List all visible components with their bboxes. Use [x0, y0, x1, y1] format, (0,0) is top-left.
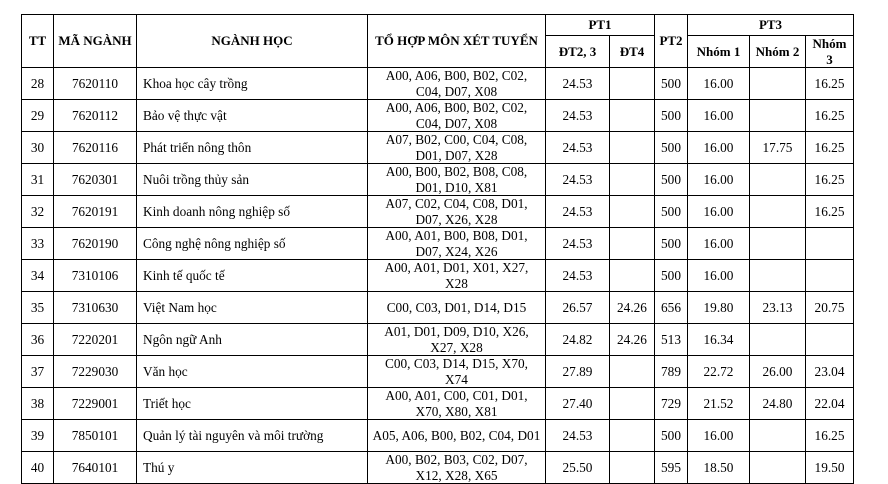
table-row [22, 196, 854, 228]
cell-pt3-nhom2 [750, 324, 806, 356]
cell-pt1-dt4 [610, 420, 655, 452]
cell-tt: 38 [22, 388, 54, 420]
table-row [22, 260, 854, 292]
cell-pt3-nhom1: 22.72 [688, 356, 750, 388]
cell-ma-nganh: 7850101 [54, 420, 137, 452]
cell-pt2: 729 [655, 388, 688, 420]
cell-pt3-nhom1: 16.00 [688, 68, 750, 100]
cell-ma-nganh: 7620112 [54, 100, 137, 132]
cell-pt3-nhom1: 16.00 [688, 228, 750, 260]
admission-table [21, 14, 854, 484]
cell-to-hop: C00, C03, D14, D15, X70, X74 [368, 356, 546, 388]
cell-pt3-nhom2 [750, 452, 806, 484]
cell-pt3-nhom1: 18.50 [688, 452, 750, 484]
header-nganh-hoc: NGÀNH HỌC [137, 15, 368, 68]
cell-to-hop: A00, A06, B00, B02, C02, C04, D07, X08 [368, 68, 546, 100]
cell-pt3-nhom3: 20.75 [806, 292, 854, 324]
cell-pt2: 500 [655, 260, 688, 292]
cell-nganh-hoc: Bảo vệ thực vật [137, 100, 368, 132]
cell-pt3-nhom2: 26.00 [750, 356, 806, 388]
cell-tt: 37 [22, 356, 54, 388]
cell-pt3-nhom3 [806, 228, 854, 260]
cell-to-hop: A00, A01, D01, X01, X27, X28 [368, 260, 546, 292]
cell-nganh-hoc: Thú y [137, 452, 368, 484]
cell-pt1-dt23: 24.53 [546, 196, 610, 228]
cell-nganh-hoc: Văn học [137, 356, 368, 388]
cell-pt3-nhom3: 19.50 [806, 452, 854, 484]
cell-pt1-dt4 [610, 100, 655, 132]
table-row [22, 132, 854, 164]
cell-pt3-nhom3: 22.04 [806, 388, 854, 420]
cell-pt3-nhom2 [750, 100, 806, 132]
cell-pt3-nhom1: 16.00 [688, 260, 750, 292]
cell-pt3-nhom2: 24.80 [750, 388, 806, 420]
cell-pt2: 500 [655, 420, 688, 452]
cell-pt3-nhom1: 19.80 [688, 292, 750, 324]
cell-pt2: 500 [655, 132, 688, 164]
cell-pt3-nhom2 [750, 68, 806, 100]
cell-pt3-nhom1: 16.00 [688, 100, 750, 132]
table-row [22, 388, 854, 420]
cell-nganh-hoc: Quản lý tài nguyên và môi trường [137, 420, 368, 452]
cell-pt1-dt4 [610, 196, 655, 228]
header-to-hop: TỔ HỢP MÔN XÉT TUYỂN [368, 15, 546, 68]
cell-to-hop: A00, A01, C00, C01, D01, X70, X80, X81 [368, 388, 546, 420]
cell-pt3-nhom3: 16.25 [806, 100, 854, 132]
cell-ma-nganh: 7229001 [54, 388, 137, 420]
cell-pt1-dt23: 27.89 [546, 356, 610, 388]
cell-ma-nganh: 7310630 [54, 292, 137, 324]
header-ma-nganh: MÃ NGÀNH [54, 15, 137, 68]
cell-nganh-hoc: Kinh doanh nông nghiệp số [137, 196, 368, 228]
cell-pt1-dt23: 24.53 [546, 100, 610, 132]
cell-pt3-nhom1: 16.00 [688, 196, 750, 228]
cell-pt3-nhom2 [750, 196, 806, 228]
header-pt3-nhom1: Nhóm 1 [688, 36, 750, 68]
cell-pt3-nhom3: 23.04 [806, 356, 854, 388]
header-pt1-dt4: ĐT4 [610, 36, 655, 68]
header-row-1 [22, 15, 854, 36]
header-pt2: PT2 [655, 15, 688, 68]
cell-to-hop: A00, B02, B03, C02, D07, X12, X28, X65 [368, 452, 546, 484]
cell-to-hop: A05, A06, B00, B02, C04, D01 [368, 420, 546, 452]
cell-tt: 30 [22, 132, 54, 164]
cell-pt3-nhom2 [750, 420, 806, 452]
table-row [22, 356, 854, 388]
cell-pt2: 789 [655, 356, 688, 388]
cell-pt2: 500 [655, 164, 688, 196]
cell-to-hop: A07, C02, C04, C08, D01, D07, X26, X28 [368, 196, 546, 228]
cell-ma-nganh: 7620191 [54, 196, 137, 228]
cell-pt1-dt4 [610, 452, 655, 484]
cell-to-hop: A00, B00, B02, B08, C08, D01, D10, X81 [368, 164, 546, 196]
cell-pt3-nhom1: 16.00 [688, 420, 750, 452]
cell-pt1-dt4 [610, 388, 655, 420]
header-pt3: PT3 [688, 15, 854, 36]
cell-pt1-dt23: 24.53 [546, 164, 610, 196]
cell-pt3-nhom2 [750, 228, 806, 260]
cell-pt1-dt23: 24.53 [546, 132, 610, 164]
cell-pt1-dt23: 24.53 [546, 68, 610, 100]
cell-pt1-dt4: 24.26 [610, 324, 655, 356]
cell-pt3-nhom2: 23.13 [750, 292, 806, 324]
table-row [22, 100, 854, 132]
header-pt1: PT1 [546, 15, 655, 36]
cell-nganh-hoc: Ngôn ngữ Anh [137, 324, 368, 356]
cell-to-hop: A00, A06, B00, B02, C02, C04, D07, X08 [368, 100, 546, 132]
cell-ma-nganh: 7310106 [54, 260, 137, 292]
cell-pt1-dt4 [610, 164, 655, 196]
cell-pt1-dt23: 25.50 [546, 452, 610, 484]
cell-pt1-dt23: 24.53 [546, 420, 610, 452]
header-pt3-nhom3: Nhóm 3 [806, 36, 854, 68]
cell-nganh-hoc: Việt Nam học [137, 292, 368, 324]
cell-nganh-hoc: Kinh tế quốc tế [137, 260, 368, 292]
cell-pt3-nhom3: 16.25 [806, 68, 854, 100]
cell-tt: 28 [22, 68, 54, 100]
cell-tt: 39 [22, 420, 54, 452]
cell-ma-nganh: 7620190 [54, 228, 137, 260]
cell-nganh-hoc: Khoa học cây trồng [137, 68, 368, 100]
table-row [22, 228, 854, 260]
cell-nganh-hoc: Nuôi trồng thủy sản [137, 164, 368, 196]
cell-pt1-dt4 [610, 228, 655, 260]
cell-pt3-nhom2: 17.75 [750, 132, 806, 164]
cell-tt: 34 [22, 260, 54, 292]
table-row [22, 324, 854, 356]
cell-pt2: 513 [655, 324, 688, 356]
cell-pt1-dt23: 24.82 [546, 324, 610, 356]
table-row [22, 164, 854, 196]
cell-pt3-nhom1: 16.00 [688, 132, 750, 164]
cell-pt1-dt23: 24.53 [546, 260, 610, 292]
cell-pt3-nhom3: 16.25 [806, 420, 854, 452]
cell-pt1-dt23: 26.57 [546, 292, 610, 324]
cell-pt2: 656 [655, 292, 688, 324]
cell-to-hop: A07, B02, C00, C04, C08, D01, D07, X28 [368, 132, 546, 164]
cell-tt: 29 [22, 100, 54, 132]
cell-pt3-nhom3: 16.25 [806, 196, 854, 228]
cell-pt3-nhom2 [750, 164, 806, 196]
cell-pt1-dt23: 27.40 [546, 388, 610, 420]
cell-pt1-dt4 [610, 68, 655, 100]
cell-pt3-nhom1: 16.34 [688, 324, 750, 356]
cell-pt3-nhom3: 16.25 [806, 164, 854, 196]
cell-pt3-nhom1: 16.00 [688, 164, 750, 196]
table-body [22, 68, 854, 484]
cell-pt3-nhom1: 21.52 [688, 388, 750, 420]
cell-nganh-hoc: Triết học [137, 388, 368, 420]
table-row [22, 292, 854, 324]
cell-pt1-dt4 [610, 260, 655, 292]
cell-pt3-nhom3: 16.25 [806, 132, 854, 164]
cell-tt: 35 [22, 292, 54, 324]
cell-pt1-dt4 [610, 132, 655, 164]
table-row [22, 420, 854, 452]
cell-ma-nganh: 7229030 [54, 356, 137, 388]
cell-pt2: 500 [655, 68, 688, 100]
cell-tt: 32 [22, 196, 54, 228]
cell-pt1-dt23: 24.53 [546, 228, 610, 260]
cell-nganh-hoc: Công nghệ nông nghiệp số [137, 228, 368, 260]
cell-pt2: 500 [655, 196, 688, 228]
cell-to-hop: A01, D01, D09, D10, X26, X27, X28 [368, 324, 546, 356]
cell-ma-nganh: 7620116 [54, 132, 137, 164]
header-pt1-dt23: ĐT2, 3 [546, 36, 610, 68]
cell-ma-nganh: 7620301 [54, 164, 137, 196]
cell-ma-nganh: 7640101 [54, 452, 137, 484]
cell-tt: 33 [22, 228, 54, 260]
cell-to-hop: C00, C03, D01, D14, D15 [368, 292, 546, 324]
cell-pt3-nhom3 [806, 260, 854, 292]
cell-pt3-nhom3 [806, 324, 854, 356]
cell-ma-nganh: 7220201 [54, 324, 137, 356]
header-tt: TT [22, 15, 54, 68]
cell-pt2: 500 [655, 100, 688, 132]
cell-nganh-hoc: Phát triển nông thôn [137, 132, 368, 164]
cell-tt: 40 [22, 452, 54, 484]
cell-to-hop: A00, A01, B00, B08, D01, D07, X24, X26 [368, 228, 546, 260]
cell-ma-nganh: 7620110 [54, 68, 137, 100]
cell-tt: 31 [22, 164, 54, 196]
header-pt3-nhom2: Nhóm 2 [750, 36, 806, 68]
cell-pt2: 500 [655, 228, 688, 260]
cell-tt: 36 [22, 324, 54, 356]
cell-pt1-dt4 [610, 356, 655, 388]
table-row [22, 452, 854, 484]
table-row [22, 68, 854, 100]
cell-pt3-nhom2 [750, 260, 806, 292]
cell-pt1-dt4: 24.26 [610, 292, 655, 324]
cell-pt2: 595 [655, 452, 688, 484]
